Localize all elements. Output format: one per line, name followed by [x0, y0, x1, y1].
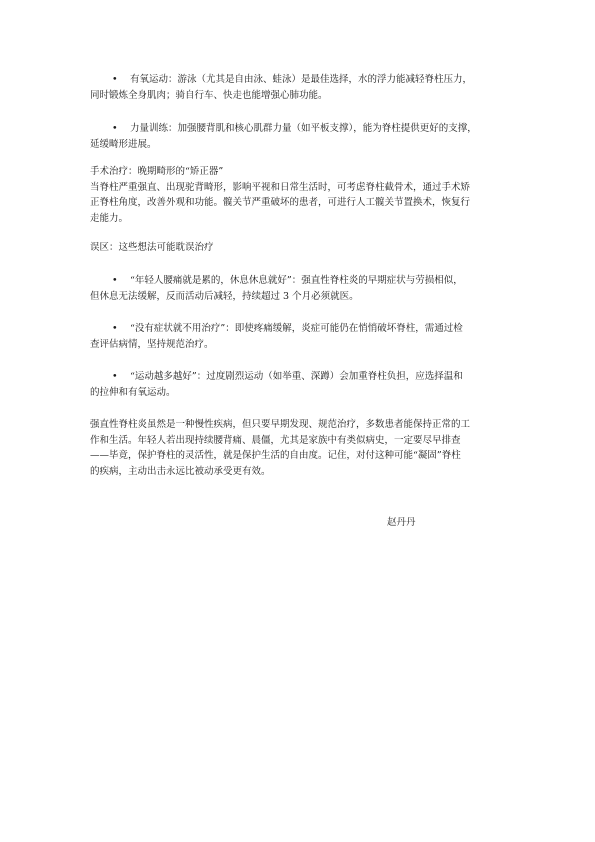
list-item-myth-2	[90, 321, 510, 352]
list-item-line: “年轻人腰痛就是累的，休息休息就好”：强直性脊柱炎的早期症状与劳损相似，	[130, 275, 463, 286]
paragraph-line: 强直性脊柱炎虽然是一种慢性疾病，但只要早期发现、规范治疗，多数患者能保持正常的工	[90, 419, 471, 430]
list-item-line: “没有症状就不用治疗”：即使疼痛缓解，炎症可能仍在悄悄破坏脊柱，需通过检	[130, 323, 463, 334]
section-heading: 手术治疗：晚期畸形的“矫正器”	[90, 166, 224, 177]
list-item-myth-3	[90, 369, 510, 400]
conclusion-paragraph	[90, 417, 510, 479]
paragraph-line: 当脊柱严重强直、出现驼背畸形，影响平视和日常生活时，可考虑脊柱截骨术，通过手术矫	[90, 181, 471, 193]
bullet-icon: •	[112, 323, 118, 334]
paragraph-line: 走能力。	[90, 212, 129, 224]
list-item-line: 延缓畸形进展。	[90, 138, 157, 150]
list-item-line: 力量训练：加强腰背肌和核心肌群力量（如平板支撑），能为脊柱提供更好的支撑，	[130, 123, 477, 134]
surgery-section	[90, 164, 510, 226]
bullet-icon: •	[112, 275, 118, 286]
list-item-line: 同时锻炼全身肌肉；骑自行车、快走也能增强心肺功能。	[90, 89, 328, 101]
paragraph-line: 正脊柱角度，改善外观和功能。髋关节严重破坏的患者，可进行人工髋关节置换术，恢复行	[90, 197, 471, 208]
list-item-aerobic	[90, 72, 510, 103]
list-item-line: 有氧运动：游泳（尤其是自由泳、蛙泳）是最佳选择，水的浮力能减轻脊柱压力，	[130, 74, 473, 85]
list-item-myth-1	[90, 273, 510, 304]
paragraph-line: ——毕竟，保护脊柱的灵活性，就是保护生活的自由度。记住，对付这种可能“凝固”脊柱	[90, 450, 461, 461]
list-item-line: 查评估病情，坚持规范治疗。	[90, 338, 214, 350]
bullet-icon: •	[112, 371, 118, 382]
list-item-line: “运动越多越好”：过度剧烈运动（如举重、深蹲）会加重脊柱负担，应选择温和	[130, 371, 463, 382]
bullet-icon: •	[112, 123, 118, 134]
paragraph-line: 的疾病，主动出击永远比被动承受更有效。	[90, 465, 271, 477]
bullet-icon: •	[112, 74, 118, 85]
list-item-line: 但休息无法缓解，反而活动后减轻，持续超过 3 个月必须就医。	[90, 290, 359, 302]
paragraph-line: 作和生活。年轻人若出现持续腰背痛、晨僵，尤其是家族中有类似病史，一定要尽早排查	[90, 434, 461, 446]
list-item-line: 的拉伸和有氧运动。	[90, 386, 176, 398]
myths-heading: 误区：这些想法可能耽误治疗	[90, 242, 214, 253]
list-item-strength	[90, 121, 510, 152]
author-signature: 赵丹丹	[387, 517, 416, 528]
